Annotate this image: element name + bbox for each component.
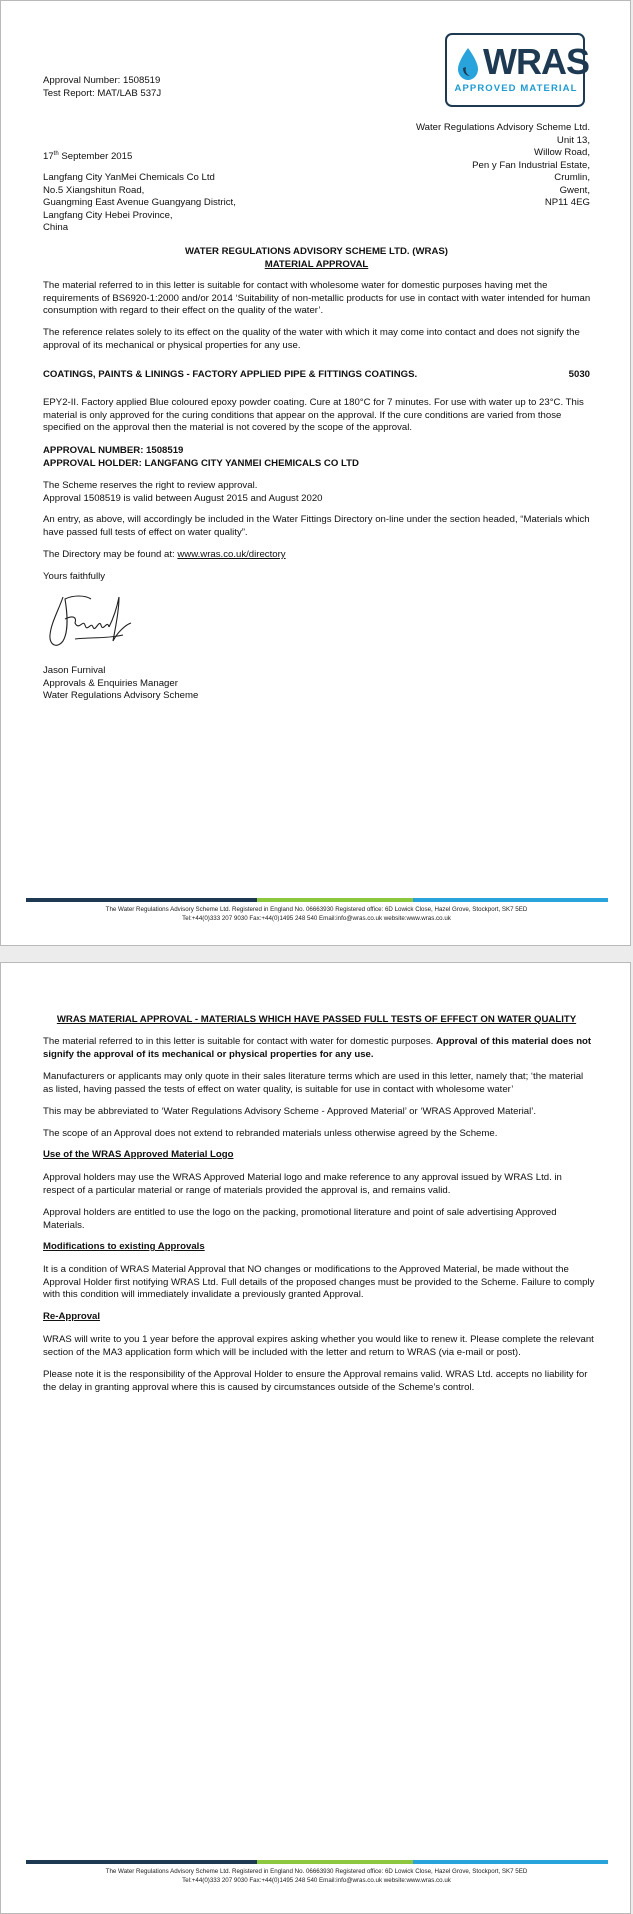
letter-subheading: MATERIAL APPROVAL	[264, 259, 369, 270]
approval-paragraph-2: The reference relates solely to its effect on the quality of the water with which it may come into contact and does not signify the approval of its mechanical or physical properties for any use.	[43, 327, 580, 351]
footer-bar-blue	[413, 898, 608, 902]
signatory-name: Jason Furnival	[43, 665, 106, 676]
sender-address	[330, 122, 590, 210]
address-line: Guangming East Avenue Guangyang District,	[43, 197, 236, 208]
review-statement: The Scheme reserves the right to review approval.	[43, 480, 258, 491]
conditions-paragraph-4: The scope of an Approval does not extend to rebranded materials unless otherwise agreed by the Scheme.	[43, 1128, 498, 1139]
approval-holder: APPROVAL HOLDER: LANGFANG CITY YANMEI CHEMICALS CO LTD	[43, 458, 359, 469]
para1-text: The material referred to in this letter is suitable for contact with water for domestic purposes.	[43, 1036, 436, 1047]
approval-number-bold: APPROVAL NUMBER: 1508519	[43, 445, 184, 456]
footer-bar-blue	[413, 1860, 608, 1864]
category-code: 5030	[568, 369, 590, 380]
signatory-block	[43, 665, 198, 703]
address-line: No.5 Xiangshitun Road,	[43, 184, 145, 196]
conditions-title: WRAS MATERIAL APPROVAL - MATERIALS WHICH HAVE PASSED FULL TESTS OF EFFECT ON WATER QUALITY	[56, 1014, 577, 1025]
footer-line-1: The Water Regulations Advisory Scheme Ltd. Registered in England No. 06663930 Registered office: 6D Lowick Close, Hazel Grove, Stockport, SK7 5ED	[105, 1868, 528, 1875]
signatory-organisation: Water Regulations Advisory Scheme	[43, 690, 199, 701]
test-report-line: Test Report: MAT/LAB 537J	[43, 88, 162, 99]
address-line: Unit 13,	[556, 134, 590, 146]
directory-link[interactable]: www.wras.co.uk/directory	[177, 549, 286, 560]
address-line: Langfang City Hebei Province,	[43, 209, 173, 221]
modifications-heading: Modifications to existing Approvals	[43, 1241, 205, 1252]
handwritten-signature	[45, 589, 135, 651]
footer-line-2: Tel:+44(0)333 207 9030 Fax:+44(0)1495 248 540 Email:info@wras.co.uk website:www.wras.co.uk	[182, 914, 451, 922]
letter-page-1	[0, 0, 631, 946]
directory-entry-paragraph: An entry, as above, will accordingly be included in the Water Fittings Directory on-line under the section headed, “Materials which have passed full tests of effect on water quality”.	[43, 514, 590, 538]
material-category: COATINGS, PAINTS & LININGS - FACTORY APPLIED PIPE & FITTINGS COATINGS.	[43, 369, 418, 380]
address-line: Crumlin,	[554, 172, 590, 183]
conditions-paragraph-3: This may be abbreviated to ‘Water Regulations Advisory Scheme - Approved Material’ or ‘WRAS Approved Material’.	[43, 1106, 537, 1117]
material-description: EPY2-II. Factory applied Blue coloured epoxy powder coating. Cure at 180°C for 7 minutes. For use with water up to 23°C. This material is only approved for the curing conditions that appear on the approval. If the cure conditions are varied from those specified on the approval then the material is not covered by the scope of the approval.	[43, 397, 584, 433]
address-line: Gwent,	[559, 184, 590, 196]
conditions-paragraph-2: Manufacturers or applicants may only quote in their sales literature terms which are used in this letter, namely that; ‘the material as listed, having passed the tests of effect on water quality, is suitable for use in contact with wholesome water’	[43, 1071, 584, 1095]
letter-heading: WATER REGULATIONS ADVISORY SCHEME LTD. (WRAS)	[185, 246, 448, 257]
closing: Yours faithfully	[43, 571, 106, 582]
water-drop-icon	[455, 47, 481, 81]
footer-line-2: Tel:+44(0)333 207 9030 Fax:+44(0)1495 248 540 Email:info@wras.co.uk website:www.wras.co.uk	[182, 1876, 451, 1884]
validity-statement: Approval 1508519 is valid between August 2015 and August 2020	[43, 493, 323, 504]
reapproval-heading: Re-Approval	[43, 1311, 101, 1322]
logo-subtitle: APPROVED MATERIAL	[454, 83, 578, 94]
footer-bar-green	[257, 898, 413, 902]
logo-use-heading: Use of the WRAS Approved Material Logo	[43, 1149, 234, 1160]
address-line: Langfang City YanMei Chemicals Co Ltd	[43, 172, 215, 183]
conditions-paragraph-9: Please note it is the responsibility of the Approval Holder to ensure the Approval remains valid. WRAS Ltd. accepts no liability for the delay in granting approval where this is caused by circumstances outside of the Scheme’s control.	[43, 1369, 588, 1393]
address-line: Water Regulations Advisory Scheme Ltd.	[415, 122, 590, 133]
directory-prefix: The Directory may be found at:	[43, 549, 178, 560]
conditions-paragraph-8: WRAS will write to you 1 year before the approval expires asking whether you would like to renew it. Please complete the relevant section of the MA3 application form which will be included with the letter and return to WRAS (via e-mail or post).	[43, 1334, 594, 1358]
approval-number-line: Approval Number: 1508519	[43, 75, 161, 86]
letter-date	[43, 151, 132, 164]
wras-logo	[445, 33, 589, 107]
footer-bar-navy	[26, 1860, 257, 1864]
conditions-paragraph-1	[43, 1036, 595, 1061]
footer-line-1: The Water Regulations Advisory Scheme Ltd. Registered in England No. 06663930 Registered office: 6D Lowick Close, Hazel Grove, Stockport, SK7 5ED	[105, 906, 528, 913]
logo-wordmark: WRAS	[483, 41, 589, 82]
directory-line	[43, 549, 286, 562]
address-line: China	[43, 222, 69, 233]
date-day: 17	[43, 151, 54, 162]
approval-paragraph-1: The material referred to in this letter is suitable for contact with wholesome water for domestic purposes having met the requirements of BS6920-1:2000 and/or 2014 ‘Suitability of non-metallic products for use in contact with water intended for human consumption with regard to their effect on the quality of the water’.	[43, 280, 591, 316]
conditions-paragraph-7: It is a condition of WRAS Material Approval that NO changes or modifications to the Approved Material, be made without the Approval Holder first notifying WRAS Ltd. Full details of the proposed changes must be provided to the Scheme. Failure to comply with this condition will immediately invalidate a previously granted Approval.	[43, 1264, 595, 1300]
recipient-address	[43, 172, 363, 235]
letter-page-2	[0, 962, 631, 1914]
date-month-year: September 2015	[58, 151, 133, 162]
signatory-title: Approvals & Enquiries Manager	[43, 677, 178, 689]
footer	[1, 1868, 631, 1885]
address-line: NP11 4EG	[544, 197, 590, 208]
date-suffix: th	[53, 150, 59, 157]
address-line: Pen y Fan Industrial Estate,	[472, 159, 590, 171]
conditions-paragraph-6: Approval holders are entitled to use the logo on the packing, promotional literature and point of sale advertising Approved Materials.	[43, 1207, 557, 1231]
address-line: Willow Road,	[534, 147, 590, 158]
footer	[1, 906, 631, 923]
footer-bar-green	[257, 1860, 413, 1864]
conditions-paragraph-5: Approval holders may use the WRAS Approved Material logo and make reference to any approval issued by WRAS Ltd. in respect of a particular material or range of materials provided the approval is, and remains valid.	[43, 1172, 562, 1196]
para1-bold-text: Approval of this material does not signify the approval of its mechanical or physical properties for any use.	[43, 1036, 592, 1060]
